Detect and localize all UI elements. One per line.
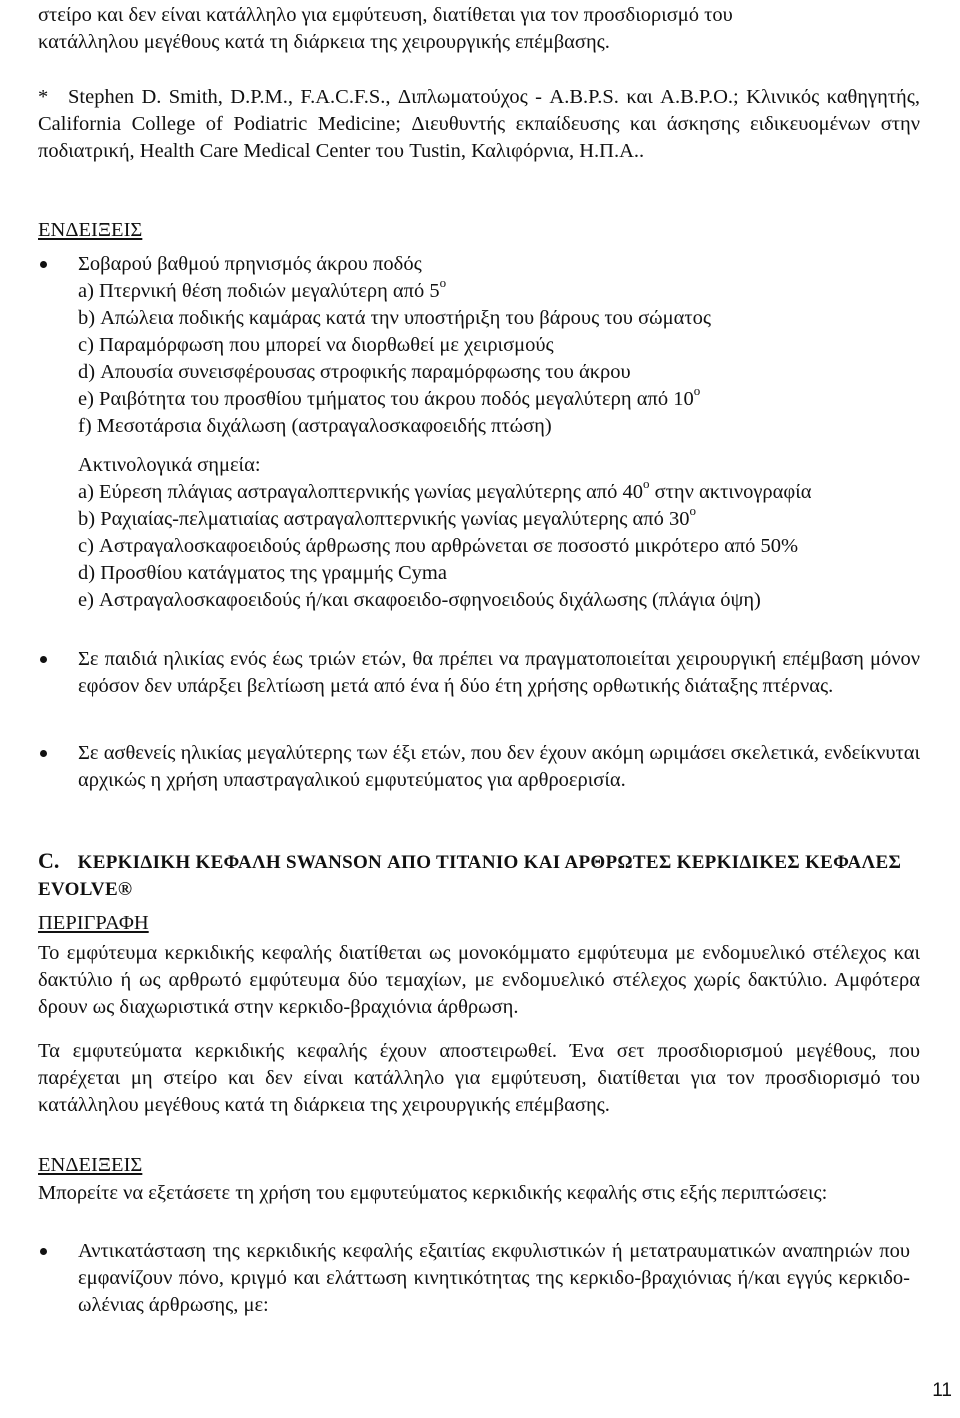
description-heading: ΠΕΡΙΓΡΑΦΗ	[38, 912, 149, 934]
section-letter: C.	[38, 848, 60, 873]
section-c-indication-bullet	[38, 1238, 920, 1319]
radiographic-c: c) Αστραγαλοσκαφοειδούς άρθρωσης που αρθρώνεται σε ποσοστό μικρότερο από 50%	[78, 535, 799, 557]
indication-bullet-children	[38, 646, 920, 700]
bullet-text: Σε παιδιά ηλικίας ενός έως τριών ετών, θα πρέπει να πραγματοποιείται χειρουργική επέμβαση μόνον εφόσον δεν υπάρξει βελτίωση μετά από ένα ή δύο έτη χρήσης ορθωτικής διάταξης πτέρνας.	[78, 648, 920, 697]
description-paragraph-2: Τα εμφυτεύματα κερκιδικής κεφαλής έχουν αποστειρωθεί. Ένα σετ προσδιορισμού μεγέθους, που παρέχεται μη στείρο και δεν είναι κατάλληλο για εμφύτευση, διατίθεται για τον προσδιορισμό του κατάλληλου μεγέθους κατά τη διάρκεια της χειρουργικής επέμβασης.	[38, 1040, 920, 1116]
bullet-icon	[40, 750, 47, 757]
footnote-text: Stephen D. Smith, D.P.M., F.A.C.F.S., Διπλωματούχος - A.B.P.S. και A.B.P.O.; Κλινικός καθηγητής, California College of Podiatric Medicine; Διευθυντής εκπαίδευσης και άσκησης ειδικευομένων στην ποδιατρική, Health Care Medical Center του Tustin, Καλιφόρνια, Η.Π.Α..	[38, 86, 920, 162]
footnote-marker: *	[38, 86, 49, 108]
intro-line-2: κατάλληλου μεγέθους κατά τη διάρκεια της χειρουργικής επέμβασης.	[38, 31, 610, 53]
criterion-d: d) Απουσία συνεισφέρουσας στροφικής παραμόρφωσης του άκρου	[78, 361, 631, 383]
author-footnote	[38, 84, 920, 165]
indications-heading: ΕΝΔΕΙΞΕΙΣ	[38, 219, 143, 241]
bullet-icon	[40, 1248, 47, 1255]
section-c-indications-heading: ΕΝΔΕΙΞΕΙΣ	[38, 1154, 143, 1176]
bullet-title: Σοβαρού βαθμού πρηνισμός άκρου ποδός	[78, 253, 422, 275]
criterion-c: c) Παραμόρφωση που μπορεί να διορθωθεί με χειρισμούς	[78, 334, 554, 356]
intro-paragraph	[38, 2, 920, 56]
criterion-a: a) Πτερνική θέση ποδιών μεγαλύτερη από $5^o$	[78, 275, 447, 302]
indication-bullet-severe-pronation	[38, 251, 920, 614]
bullet-text: Αντικατάσταση της κερκιδικής κεφαλής εξαιτίας εκφυλιστικών ή μετατραυματικών αναπηριών που εμφανίζουν πόνο, κριγμό και ελάττωση κινητικότητας της κερκιδο-βραχιόνιας ή/και εγγύς κερκιδο-ωλένιας άρθρωσης, με:	[78, 1240, 910, 1316]
description-paragraph-1: Το εμφύτευμα κερκιδικής κεφαλής διατίθεται ως μονοκόμματο εμφύτευμα με ενδομυελικό στέλεχος και δακτύλιο ή ως αρθρωτό εμφύτευμα δύο τεμαχίων, με ενδομυελικό στέλεχος χωρίς δακτύλιο. Αμφότερα δρουν ως διαχωριστικά στην κερκιδο-βραχιόνια άρθρωση.	[38, 942, 920, 1018]
bullet-icon	[40, 656, 47, 663]
criterion-f: f) Μεσοτάρσια διχάλωση (αστραγαλοσκαφοειδής πτώση)	[78, 415, 552, 437]
bullet-icon	[40, 261, 47, 268]
radiographic-heading: Ακτινολογικά σημεία:	[78, 454, 261, 476]
radiographic-e: e) Αστραγαλοσκαφοειδούς ή/και σκαφοειδο-σφηνοειδούς διχάλωσης (πλάγια όψη)	[78, 589, 761, 611]
bullet-text: Σε ασθενείς ηλικίας μεγαλύτερης των έξι ετών, που δεν έχουν ακόμη ωριμάσει σκελετικά, ενδείκνυται αρχικώς η χρήση υπαστραγαλικού εμφυτεύματος για αρθροερισία.	[78, 742, 920, 791]
criterion-e: e) Ραιβότητα του προσθίου τμήματος του άκρου ποδός μεγαλύτερη από $10^o$	[78, 383, 701, 410]
section-c-title	[38, 846, 920, 904]
section-title-line-2: EVOLVE®	[38, 879, 133, 900]
radiographic-b: b) Ραχιαίας-πελματιαίας αστραγαλοπτερνικής γωνίας μεγαλύτερης από $30^o$	[78, 503, 696, 530]
radiographic-d: d) Προσθίου κατάγματος της γραμμής Cyma	[78, 562, 447, 584]
intro-line-1: στείρο και δεν είναι κατάλληλο για εμφύτευση, διατίθεται για τον προσδιορισμό του	[38, 4, 733, 26]
page-number: 11	[932, 1380, 952, 1401]
section-c-indications-intro: Μπορείτε να εξετάσετε τη χρήση του εμφυτεύματος κερκιδικής κεφαλής στις εξής περιπτώσεις:	[38, 1182, 828, 1204]
indication-bullet-older-patients	[38, 740, 920, 794]
criterion-b: b) Απώλεια ποδικής καμάρας κατά την υποστήριξη του βάρους του σώματος	[78, 307, 711, 329]
section-title-line-1: ΚΕΡΚΙΔΙΚΗ ΚΕΦΑΛΗ SWANSON ΑΠΟ ΤΙΤΑΝΙΟ ΚΑΙ ΑΡΘΡΩΤΕΣ ΚΕΡΚΙΔΙΚΕΣ ΚΕΦΑΛΕΣ	[77, 852, 902, 873]
radiographic-a: a) Εύρεση πλάγιας αστραγαλοπτερνικής γωνίας μεγαλύτερης από $40^o$ στην ακτινογραφία	[78, 476, 812, 503]
